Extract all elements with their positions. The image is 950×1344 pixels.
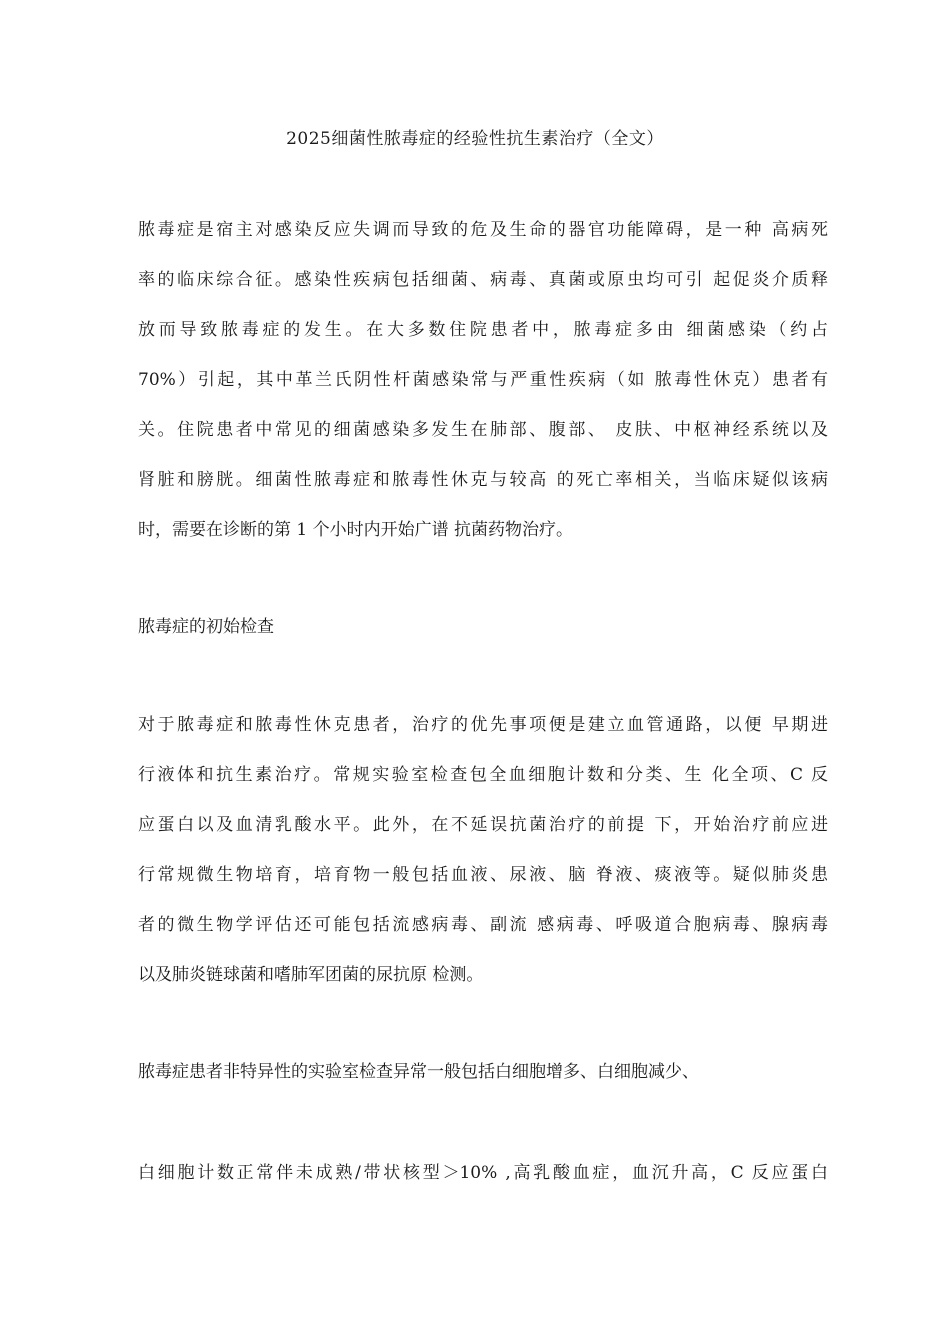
paragraph-line: 脓毒症患者非特异性的实验室检查异常一般包括白细胞增多、白细胞减少、 <box>138 1062 699 1082</box>
paragraph-line: 白细胞计数正常伴未成熟/带状核型＞10% ,高乳酸血症，血沉升高，C 反应蛋白 <box>138 1163 828 1183</box>
paragraph-line: 肾脏和膀胱。细菌性脓毒症和脓毒性休克与较高 的死亡率相关，当临床疑似该病 <box>138 470 828 490</box>
paragraph-line: 时，需要在诊断的第 1 个小时内开始广谱 抗菌药物治疗。 <box>138 520 574 540</box>
paragraph-lab-abnormal-cont <box>138 1148 828 1198</box>
paragraph-line: 70%）引起，其中革兰氏阴性杆菌感染常与严重性疾病（如 脓毒性休克）患者有 <box>138 370 828 390</box>
paragraph-line: 关。住院患者中常见的细菌感染多发生在肺部、腹部、 皮肤、中枢神经系统以及 <box>138 420 828 440</box>
paragraph-line: 率的临床综合征。感染性疾病包括细菌、病毒、真菌或原虫均可引 起促炎介质释 <box>138 270 828 290</box>
paragraph-line: 对于脓毒症和脓毒性休克患者，治疗的优先事项便是建立血管通路，以便 早期进 <box>138 715 828 735</box>
paragraph-lab-abnormal <box>138 1047 828 1097</box>
paragraph-initial-exam <box>138 700 828 1000</box>
paragraph-line: 者的微生物学评估还可能包括流感病毒、副流 感病毒、呼吸道合胞病毒、腺病毒 <box>138 915 828 935</box>
paragraph-line: 以及肺炎链球菌和嗜肺军团菌的尿抗原 检测。 <box>138 965 484 985</box>
section-heading <box>138 602 828 652</box>
document-title: 2025细菌性脓毒症的经验性抗生素治疗（全文） <box>286 129 664 149</box>
paragraph-line: 放而导致脓毒症的发生。在大多数住院患者中，脓毒症多由 细菌感染（约占 <box>138 320 828 340</box>
section-heading-text: 脓毒症的初始检查 <box>138 617 274 637</box>
paragraph-line: 脓毒症是宿主对感染反应失调而导致的危及生命的器官功能障碍，是一种 高病死 <box>138 220 828 240</box>
paragraph-line: 行液体和抗生素治疗。常规实验室检查包全血细胞计数和分类、生 化全项、C 反 <box>138 765 828 785</box>
paragraph-intro <box>138 205 828 555</box>
paragraph-line: 应蛋白以及血清乳酸水平。此外，在不延误抗菌治疗的前提 下，开始治疗前应进 <box>138 815 828 835</box>
paragraph-line: 行常规微生物培育，培育物一般包括血液、尿液、脑 脊液、痰液等。疑似肺炎患 <box>138 865 828 885</box>
